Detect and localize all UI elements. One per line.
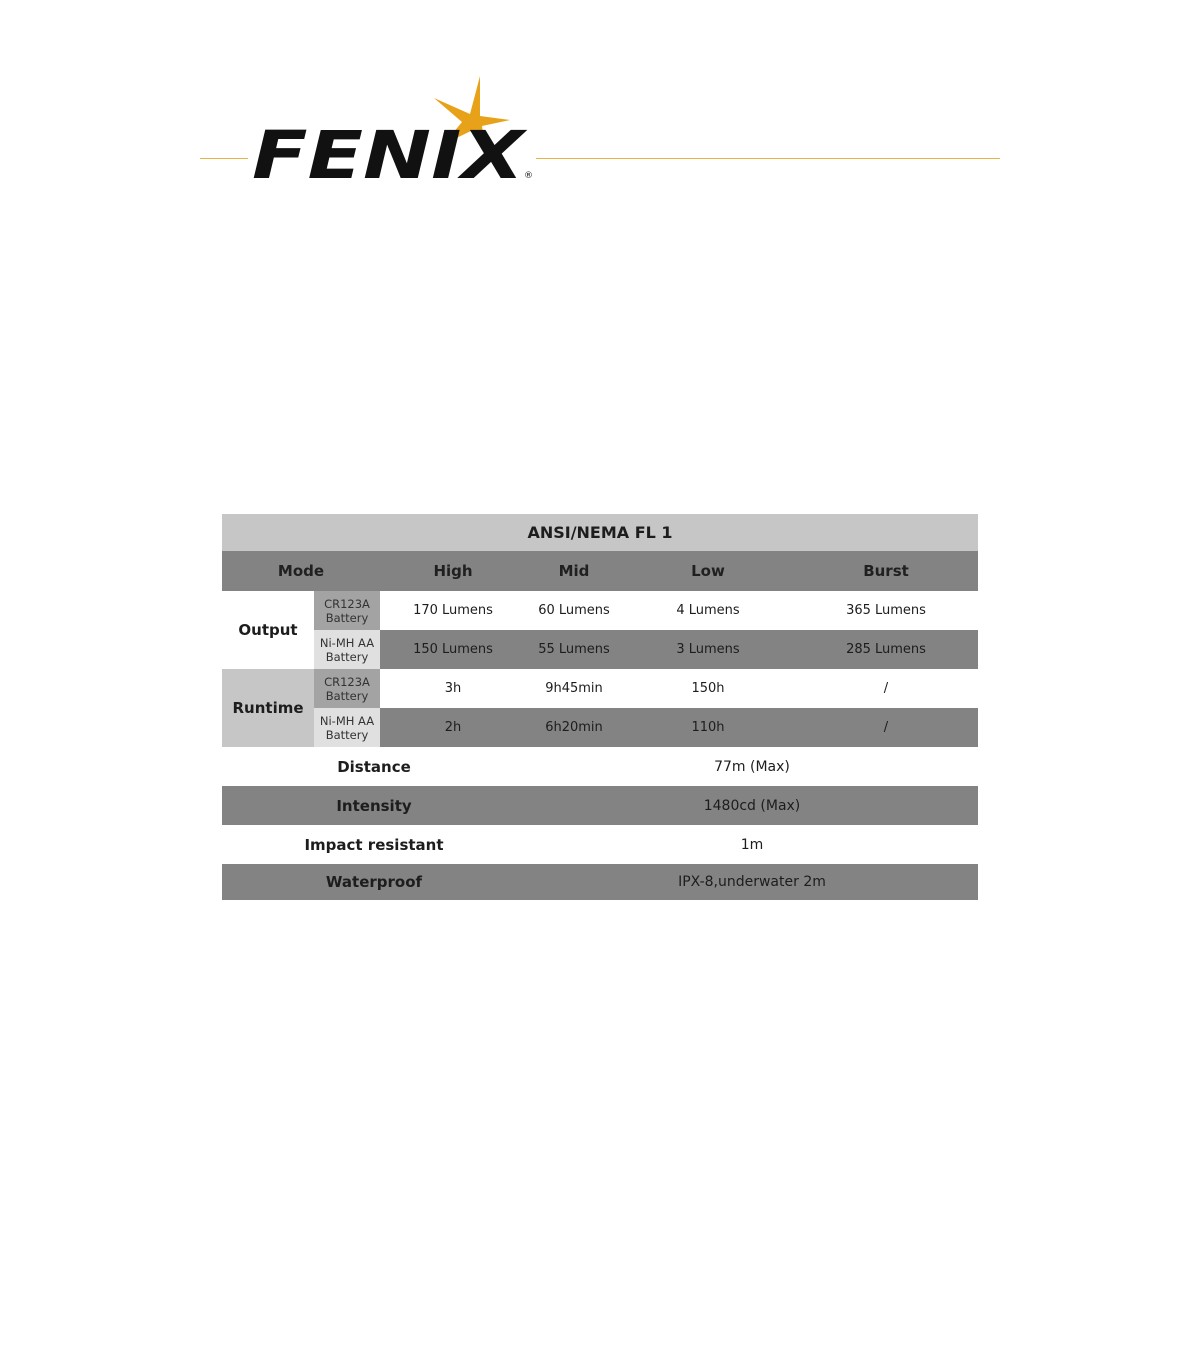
table-cell: 365 Lumens: [794, 591, 978, 630]
table-row: [222, 747, 978, 786]
table-cell: 6h20min: [526, 708, 622, 747]
runtime-label: Runtime: [222, 669, 314, 747]
logo-rule-right: [536, 158, 1000, 159]
table-row: [222, 864, 978, 900]
header-high: High: [380, 551, 526, 591]
svg-text:®: ®: [524, 171, 533, 181]
table-cell: 9h45min: [526, 669, 622, 708]
table-cell: 60 Lumens: [526, 591, 622, 630]
battery-label: Ni-MH AA Battery: [314, 708, 380, 747]
table-row: [222, 786, 978, 825]
header-burst: Burst: [794, 551, 978, 591]
table-cell: /: [794, 708, 978, 747]
table-title-row: [222, 514, 978, 551]
battery-label: CR123A Battery: [314, 591, 380, 630]
distance-value: 77m (Max): [526, 747, 978, 786]
table-cell: 285 Lumens: [794, 630, 978, 669]
table-title: ANSI/NEMA FL 1: [222, 514, 978, 551]
table-cell: 2h: [380, 708, 526, 747]
impact-label: Impact resistant: [222, 825, 526, 864]
table-cell: 4 Lumens: [622, 591, 794, 630]
waterproof-value: IPX-8,underwater 2m: [526, 864, 978, 900]
intensity-value: 1480cd (Max): [526, 786, 978, 825]
header-mid: Mid: [526, 551, 622, 591]
table-row: [222, 630, 978, 669]
spec-table: [222, 514, 978, 900]
battery-label: CR123A Battery: [314, 669, 380, 708]
table-cell: 170 Lumens: [380, 591, 526, 630]
fenix-logo: [248, 72, 538, 192]
battery-label: Ni-MH AA Battery: [314, 630, 380, 669]
intensity-label: Intensity: [222, 786, 526, 825]
table-cell: 3 Lumens: [622, 630, 794, 669]
table-row: [222, 708, 978, 747]
impact-value: 1m: [526, 825, 978, 864]
table-row: [222, 591, 978, 630]
logo-rule-left: [200, 158, 248, 159]
table-cell: 55 Lumens: [526, 630, 622, 669]
table-cell: 150h: [622, 669, 794, 708]
logo-wordmark: FENIX: [252, 117, 528, 192]
table-row: [222, 669, 978, 708]
table-cell: /: [794, 669, 978, 708]
table-row: [222, 825, 978, 864]
table-cell: 150 Lumens: [380, 630, 526, 669]
table-header-row: [222, 551, 978, 591]
waterproof-label: Waterproof: [222, 864, 526, 900]
table-cell: 110h: [622, 708, 794, 747]
header-mode: Mode: [222, 551, 380, 591]
distance-label: Distance: [222, 747, 526, 786]
output-label: Output: [222, 591, 314, 669]
table-cell: 3h: [380, 669, 526, 708]
header-low: Low: [622, 551, 794, 591]
